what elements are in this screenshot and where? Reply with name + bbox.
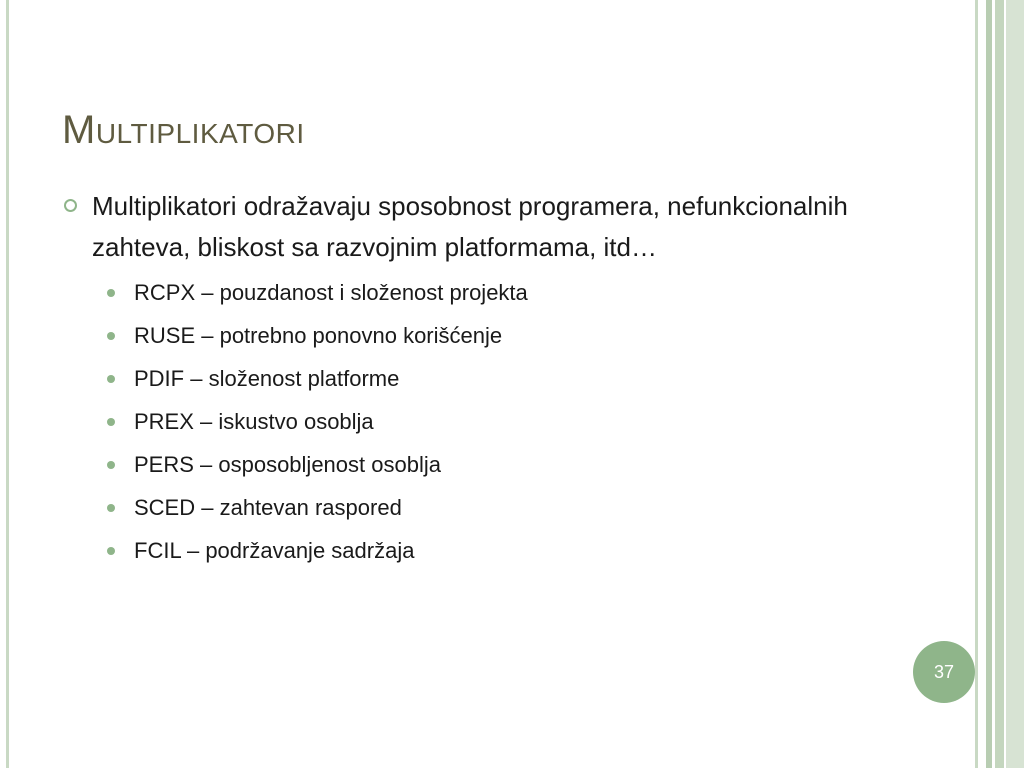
list-item-text: PREX – iskustvo osoblja [134, 409, 374, 434]
list-item [62, 278, 942, 321]
right-stripe [1006, 0, 1024, 768]
right-stripe [978, 0, 986, 768]
dot-bullet-icon [107, 418, 115, 426]
dot-bullet-icon [107, 375, 115, 383]
dot-bullet-icon [107, 504, 115, 512]
left-frame-line [6, 0, 9, 768]
page-number-badge: 37 [913, 641, 975, 703]
dot-bullet-icon [107, 289, 115, 297]
dot-bullet-icon [107, 461, 115, 469]
main-bullet-text: Multiplikatori odražavaju sposobnost programera, nefunkcionalnih zahteva, bliskost sa razvojnim platformama, itd… [92, 191, 848, 262]
list-item [62, 450, 942, 493]
ring-bullet-icon [64, 199, 77, 212]
list-item-text: PDIF – složenost platforme [134, 366, 400, 391]
dot-bullet-icon [107, 332, 115, 340]
list-item [62, 493, 942, 536]
list-item-text: RUSE – potrebno ponovno korišćenje [134, 323, 503, 348]
right-stripe [995, 0, 1004, 768]
list-item-text: FCIL – podržavanje sadržaja [134, 538, 415, 563]
sub-bullet-list [62, 278, 942, 579]
slide-content [62, 186, 942, 579]
list-item [62, 321, 942, 364]
list-item-text: SCED – zahtevan raspored [134, 495, 402, 520]
main-bullet-point [62, 186, 942, 268]
slide-title: Multiplikatori [62, 108, 305, 152]
list-item-text: RCPX – pouzdanost i složenost projekta [134, 280, 528, 305]
list-item-text: PERS – osposobljenost osoblja [134, 452, 441, 477]
dot-bullet-icon [107, 547, 115, 555]
list-item [62, 536, 942, 579]
list-item [62, 407, 942, 450]
list-item [62, 364, 942, 407]
